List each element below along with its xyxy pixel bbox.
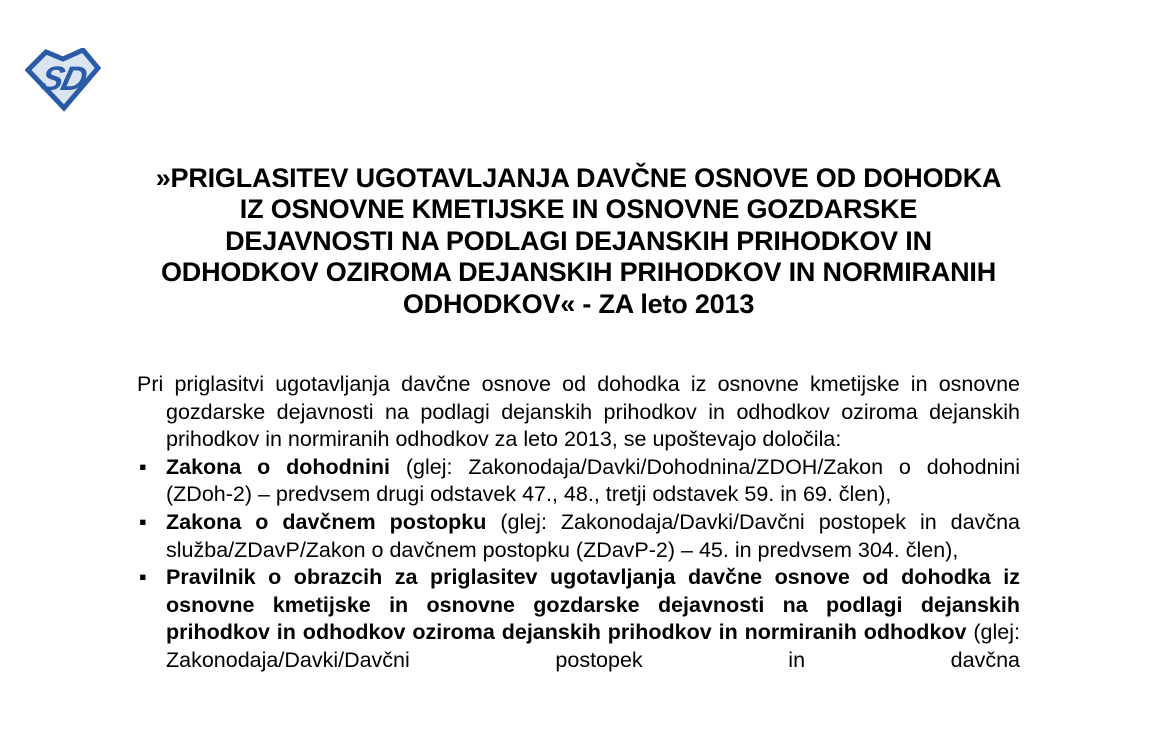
bullet-rest-text: (glej: Zakonodaja/Davki/Dohodnina/ZDOH/Zakon o dohodnini (ZDoh-2) – predvsem drugi odstavek 47., 48., tretji odstavek 59. in 69. člen), — [166, 454, 1021, 507]
title-line-4: ODHODKOV OZIROMA DEJANSKIH PRIHODKOV IN NORMIRANIH — [160, 257, 997, 288]
intro-paragraph: Pri priglasitvi ugotavljanja davčne osnove od dohodka iz osnovne kmetijske in osnovne gozdarske dejavnosti na podlagi dejanskih prihodkov in odhodkov oziroma dejanskih prihodkov in normiranih odhodkov za leto 2013, se upoštevajo določila: — [137, 372, 1020, 452]
title-line-3: DEJAVNOSTI NA PODLAGI DEJANSKIH PRIHODKOV IN — [225, 225, 932, 256]
title-line-2: IZ OSNOVNE KMETIJSKE IN OSNOVNE GOZDARSKE — [239, 194, 918, 225]
title-line-1: »PRIGLASITEV UGOTAVLJANJA DAVČNE OSNOVE OD DOHODKA — [155, 163, 1002, 193]
bullet-lead-text: Zakona o dohodnini — [166, 454, 391, 479]
sd-diamond-logo — [25, 48, 101, 112]
bullet-rest-text: (glej: Zakonodaja/Davki/Davčni postopek in davčna služba/ZDavP/Zakon o davčnem postopku (ZDavP-2) – 45. in predvsem 304. člen), — [166, 509, 1021, 562]
bullet-lead-text: Pravilnik o obrazcih za priglasitev ugotavljanja davčne osnove od dohodka iz osnovne kmetijske in osnovne gozdarske dejavnosti na podlagi dejanskih prihodkov in odhodkov oziroma dejanskih prihodkov in normiranih odhodkov — [166, 565, 1020, 645]
bullet-rest-text: (glej: Zakonodaja/Davki/Davčni postopek in davčna — [166, 620, 1020, 672]
svg-text:SD: SD — [36, 60, 90, 98]
bullet-item-pravilnik-o-obrazcih — [137, 564, 1020, 674]
document-title — [137, 163, 1020, 320]
title-line-5: ODHODKOV« - ZA leto 2013 — [402, 288, 755, 319]
bullet-item-zakon-o-dohodnini — [137, 454, 1020, 509]
bullet-lead-text: Zakona o davčnem postopku — [166, 509, 487, 534]
sd-logo-letters — [37, 60, 91, 97]
document-body — [137, 371, 1020, 675]
bullet-square-icon: ▪ — [139, 509, 147, 534]
bullet-square-icon: ▪ — [139, 454, 147, 479]
bullet-square-icon: ▪ — [139, 565, 147, 590]
bullet-item-zakon-o-davcnem-postopku — [137, 509, 1020, 564]
